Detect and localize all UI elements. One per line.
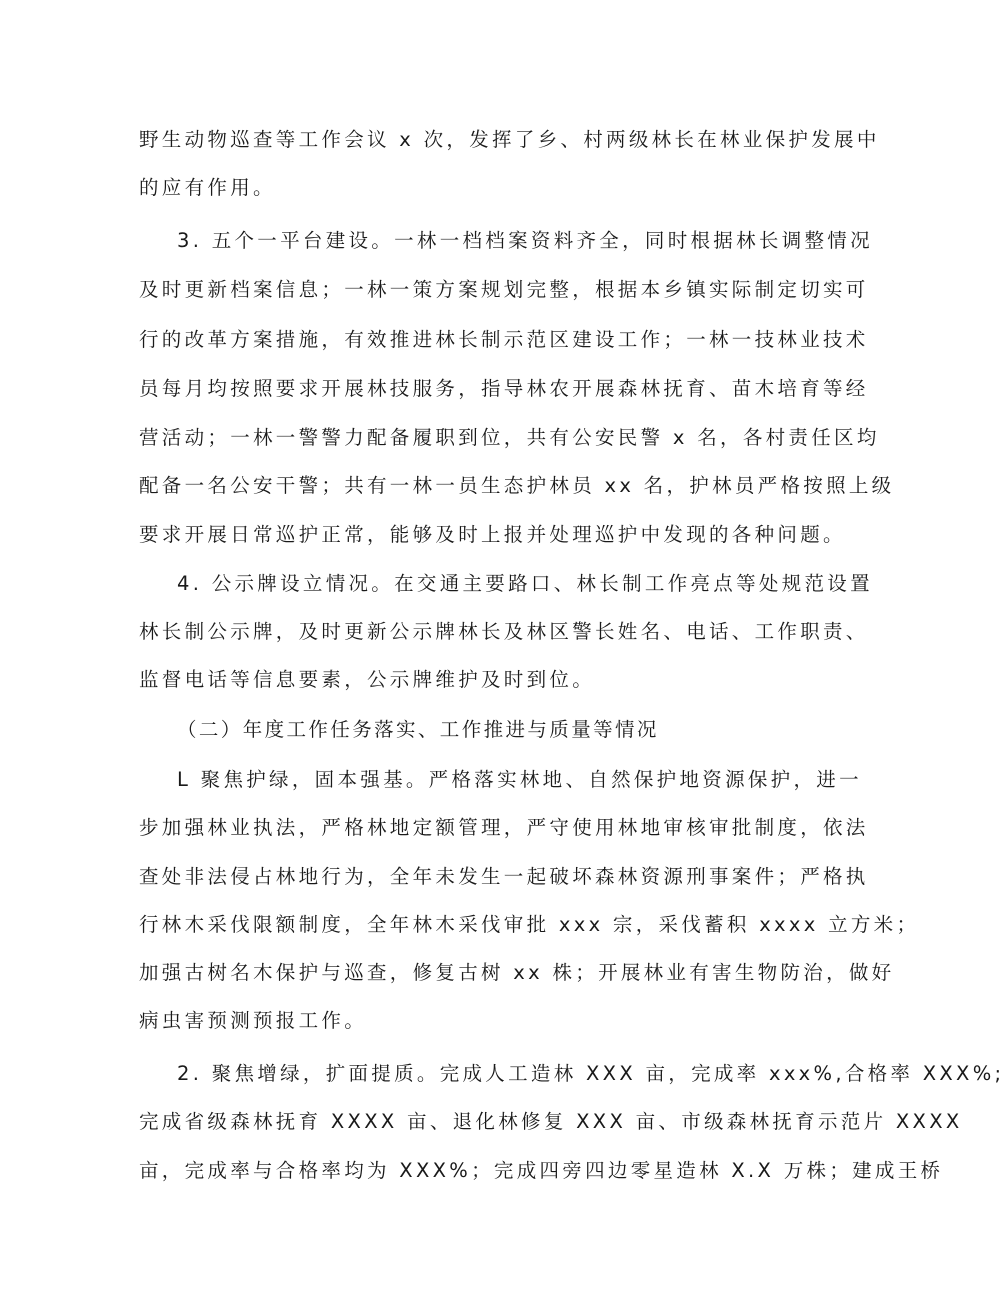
text-line: 加强古树名木保护与巡查，修复古树 xx 株；开展林业有害生物防治，做好 bbox=[139, 961, 895, 984]
text-line: 4. 公示牌设立情况。在交通主要路口、林长制工作亮点等处规范设置 bbox=[177, 572, 873, 595]
text-line: 查处非法侵占林地行为，全年未发生一起破坏森林资源刑事案件；严格执 bbox=[139, 865, 869, 888]
text-line: 员每月均按照要求开展林技服务，指导林农开展森林抚育、苗木培育等经 bbox=[139, 377, 869, 400]
text-line: 监督电话等信息要素，公示牌维护及时到位。 bbox=[139, 668, 596, 691]
text-line: 的应有作用。 bbox=[139, 176, 276, 199]
text-line: 亩，完成率与合格率均为 XXX%；完成四旁四边零星造林 X.X 万株；建成王桥 bbox=[139, 1159, 944, 1182]
text-line: 2. 聚焦增绿，扩面提质。完成人工造林 XXX 亩，完成率 xxx%,合格率 XXX%; bbox=[177, 1062, 1004, 1085]
section-heading: （二）年度工作任务落实、工作推进与质量等情况 bbox=[177, 718, 659, 741]
text-line: 林长制公示牌，及时更新公示牌林长及林区警长姓名、电话、工作职责、 bbox=[139, 620, 869, 643]
text-line: L 聚焦护绿，固本强基。严格落实林地、自然保护地资源保护，进一 bbox=[177, 768, 862, 791]
text-line: 野生动物巡查等工作会议 x 次，发挥了乡、村两级林长在林业保护发展中 bbox=[139, 128, 880, 151]
text-line: 3. 五个一平台建设。一林一档档案资料齐全，同时根据林长调整情况 bbox=[177, 229, 873, 252]
text-line: 行的改革方案措施，有效推进林长制示范区建设工作；一林一技林业技术 bbox=[139, 328, 869, 351]
text-line: 病虫害预测预报工作。 bbox=[139, 1009, 368, 1032]
text-line: 行林木采伐限额制度，全年林木采伐审批 xxx 宗，采伐蓄积 xxxx 立方米； bbox=[139, 913, 920, 936]
text-line: 营活动；一林一警警力配备履职到位，共有公安民警 x 名，各村责任区均 bbox=[139, 426, 880, 449]
text-line: 完成省级森林抚育 XXXX 亩、退化林修复 XXX 亩、市级森林抚育示范片 XXXX bbox=[139, 1110, 963, 1133]
text-line: 步加强林业执法，严格林地定额管理，严守使用林地审核审批制度，依法 bbox=[139, 816, 869, 839]
text-line: 配备一名公安干警；共有一林一员生态护林员 xx 名，护林员严格按照上级 bbox=[139, 474, 895, 497]
text-line: 要求开展日常巡护正常，能够及时上报并处理巡护中发现的各种问题。 bbox=[139, 523, 846, 546]
text-line: 及时更新档案信息；一林一策方案规划完整，根据本乡镇实际制定切实可 bbox=[139, 278, 869, 301]
